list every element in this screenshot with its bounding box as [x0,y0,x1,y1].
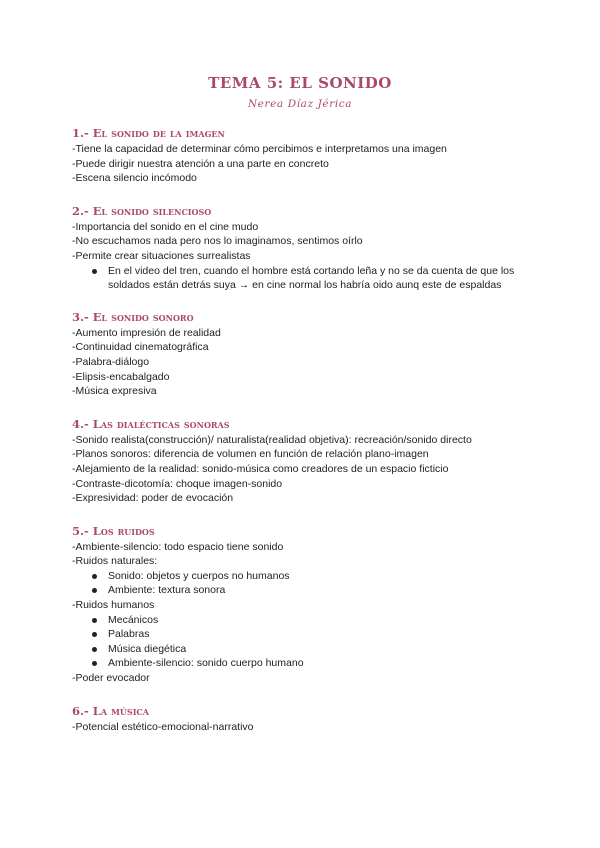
bullet-item: En el video del tren, cuando el hombre está cortando leña y no se da cuenta de que los soldados están detrás suya → en cine normal los habría oido aunq este de espaldas [90,264,518,293]
bullet-item: Mecánicos [90,613,540,628]
document-author: Nerea Díaz Jérica [247,98,353,110]
text-line: -Escena silencio incómodo [72,172,197,185]
section-heading: 4.- Las dialécticas sonoras [72,416,230,431]
section-3 [72,309,540,399]
bullet-list [72,569,540,598]
text-line: -Ruidos humanos [72,599,155,612]
section-1 [72,125,540,186]
section-4 [72,416,540,506]
bullet-item: Música diegética [90,642,540,657]
bullet-item: Ambiente-silencio: sonido cuerpo humano [90,656,540,671]
text-line: -Ambiente-silencio: todo espacio tiene sonido [72,540,284,553]
section-2 [72,203,540,293]
text-line: -Tiene la capacidad de determinar cómo percibimos e interpretamos una imagen [72,143,447,155]
text-line: -Contraste-dicotomía: choque imagen-sonido [72,477,283,490]
bullet-list [72,613,540,671]
text-line: -Expresividad: poder de evocación [72,492,234,505]
text-line: -Palabra-diálogo [72,355,150,368]
text-line: -Música expresiva [72,385,157,398]
text-line: -Poder evocador [72,672,150,685]
section-5 [72,523,540,686]
text-line: -Importancia del sonido en el cine mudo [72,220,259,233]
text-line: -Continuidad cinematográfica [72,341,209,354]
bullet-list [72,264,540,293]
text-line: -Permite crear situaciones surrealistas [72,249,251,262]
text-line: -Alejamiento de la realidad: sonido-música como creadores de un espacio ficticio [72,462,449,475]
text-line: -Planos sonoros: diferencia de volumen en función de relación plano-imagen [72,448,429,461]
text-line: -Aumento impresión de realidad [72,326,221,339]
section-heading: 1.- El sonido de la imagen [72,126,225,140]
section-heading: 5.- Los ruidos [72,523,155,538]
text-line: -Potencial estético-emocional-narrativo [72,720,254,733]
bullet-item: Ambiente: textura sonora [90,583,540,598]
text-line: -Elipsis-encabalgado [72,370,170,383]
text-line: -Sonido realista(construcción)/ naturalista(realidad objetiva): recreación/sonido directo [72,433,472,446]
text-line: -Puede dirigir nuestra atención a una parte en concreto [72,157,329,170]
document-title: TEMA 5: EL SONIDO [208,74,392,92]
section-6 [72,703,540,735]
section-heading: 6.- La música [72,703,150,718]
text-line: -Ruidos naturales: [72,555,158,568]
text-line: -No escuchamos nada pero nos lo imaginamos, sentimos oírlo [72,235,363,248]
bullet-item: Sonido: objetos y cuerpos no humanos [90,569,540,584]
section-heading: 3.- El sonido sonoro [72,309,194,324]
bullet-item: Palabras [90,627,540,642]
section-heading: 2.- El sonido silencioso [72,203,212,218]
